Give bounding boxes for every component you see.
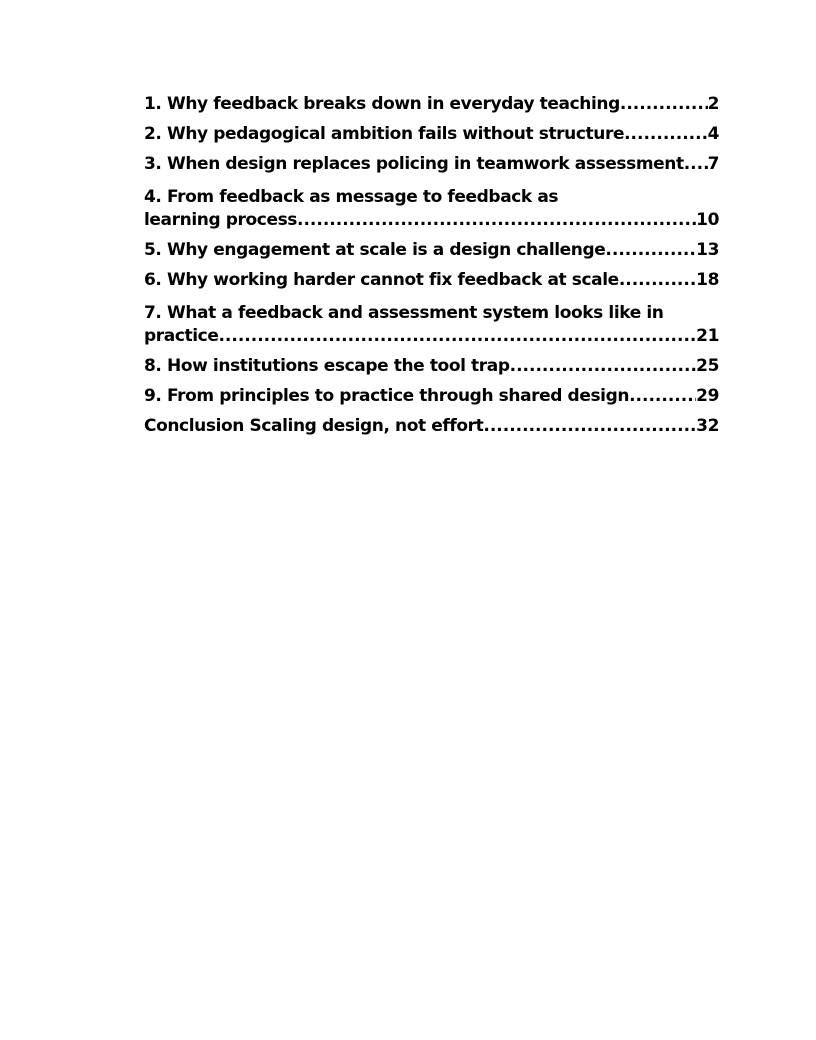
toc-entry-title-line2: practice: [144, 326, 219, 346]
toc-entry-conclusion[interactable]: [144, 416, 719, 437]
toc-entry-page: 4: [707, 124, 719, 144]
toc-entry-title-line1: 4. From feedback as message to feedback as: [144, 187, 559, 207]
dot-leader: [218, 326, 696, 347]
toc-entry-title: Conclusion Scaling design, not effort: [144, 416, 484, 436]
dot-leader: [629, 386, 696, 407]
toc-entry-page: 29: [696, 386, 719, 406]
toc-entry-page: 32: [696, 416, 719, 436]
dot-leader: [483, 416, 696, 437]
toc-entry-page: 13: [696, 240, 719, 260]
toc-entry-title: 3. When design replaces policing in teamwork assessment: [144, 154, 684, 174]
toc-entry-7[interactable]: [144, 300, 719, 347]
toc-entry-8[interactable]: [144, 356, 719, 377]
dot-leader: [619, 270, 696, 291]
toc-entry-3[interactable]: [144, 154, 719, 175]
toc-entry-page: 7: [707, 154, 719, 174]
toc-entry-2[interactable]: [144, 124, 719, 145]
toc-entry-title: 6. Why working harder cannot fix feedback at scale: [144, 270, 619, 290]
table-of-contents: [144, 94, 719, 446]
dot-leader: [297, 210, 696, 231]
toc-entry-title: 5. Why engagement at scale is a design challenge: [144, 240, 606, 260]
dot-leader: [605, 240, 696, 261]
toc-entry-page: 18: [696, 270, 719, 290]
dot-leader: [684, 154, 708, 175]
toc-entry-title: 2. Why pedagogical ambition fails without structure: [144, 124, 625, 144]
toc-entry-6[interactable]: [144, 270, 719, 291]
toc-entry-page: 10: [696, 210, 719, 230]
dot-leader: [510, 356, 697, 377]
toc-entry-title-line1: 7. What a feedback and assessment system looks like in: [144, 303, 664, 323]
toc-entry-4[interactable]: [144, 184, 719, 231]
toc-entry-title: 9. From principles to practice through shared design: [144, 386, 630, 406]
dot-leader: [624, 124, 707, 145]
toc-entry-1[interactable]: [144, 94, 719, 115]
dot-leader: [620, 94, 708, 115]
toc-entry-9[interactable]: [144, 386, 719, 407]
toc-entry-page: 25: [696, 356, 719, 376]
toc-entry-page: 2: [707, 94, 719, 114]
toc-entry-title: 8. How institutions escape the tool trap: [144, 356, 510, 376]
toc-entry-title-line2: learning process: [144, 210, 298, 230]
toc-entry-5[interactable]: [144, 240, 719, 261]
toc-entry-page: 21: [696, 326, 719, 346]
toc-entry-title: 1. Why feedback breaks down in everyday teaching: [144, 94, 620, 114]
